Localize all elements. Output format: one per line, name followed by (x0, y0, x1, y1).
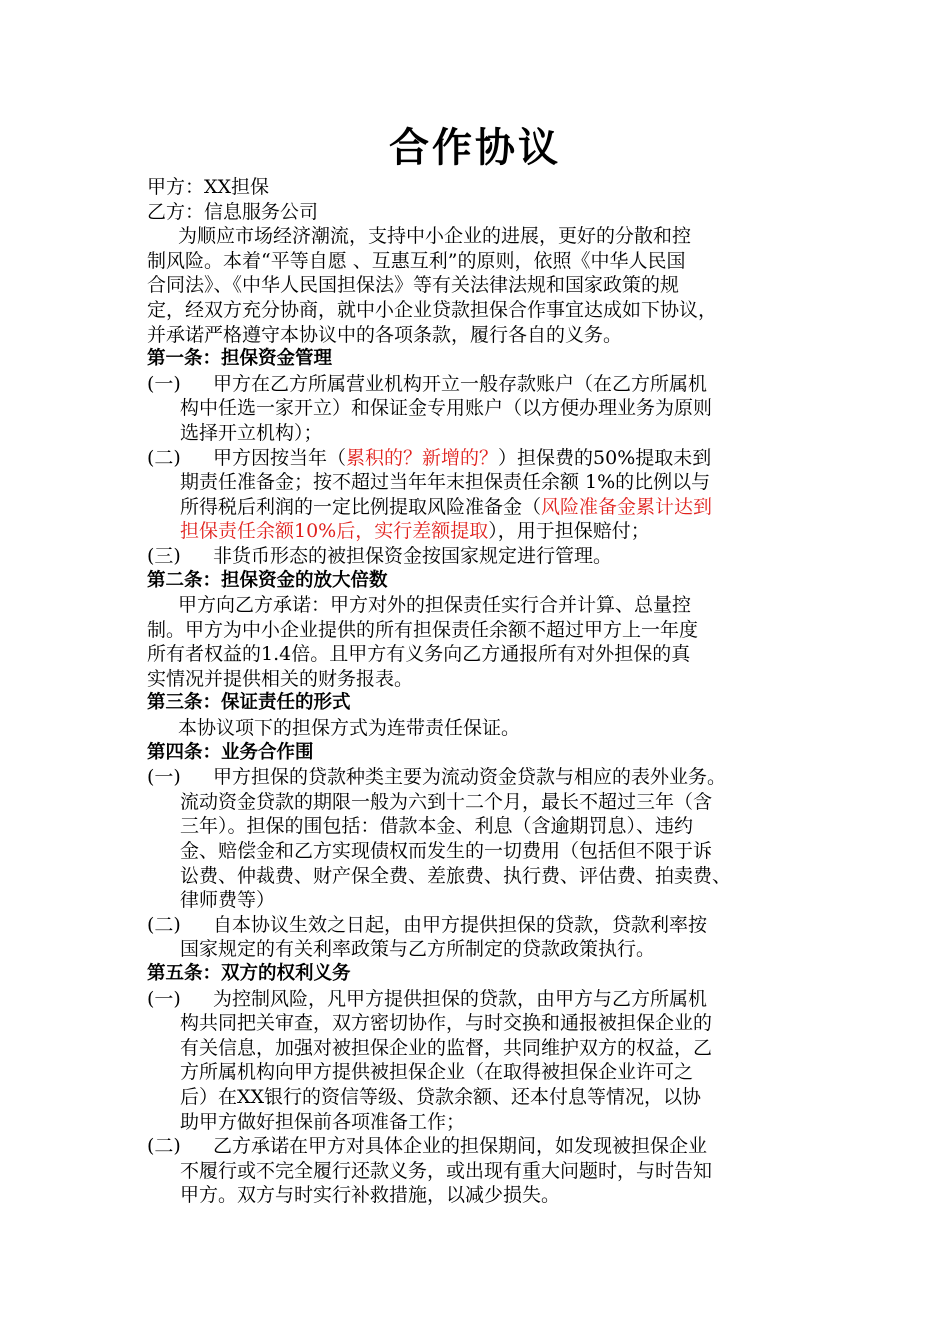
item-text-line (147, 519, 807, 544)
item-text-line: 不履行或不完全履行还款义务，或出现有重大问题时，与时告知 (180, 1159, 713, 1182)
article-2-heading: 第二条：担保资金的放大倍数 (147, 569, 388, 591)
preamble-line: 合同法》、《中华人民国担保法》等有关法律法规和国家政策的规 (147, 274, 680, 297)
item-text-line: 构中任选一家开立）和保证金专用账户（以方便办理业务为原则 (180, 397, 713, 420)
document-body (147, 175, 807, 1208)
highlighted-note: 累积的？新增的？ (346, 446, 499, 469)
item-text-line: 有关信息，加强对被担保企业的监督，共同维护双方的权益，乙 (180, 1036, 713, 1059)
preamble (147, 224, 807, 347)
item-text: 所得税后利润的一定比例提取风险准备金（ (180, 495, 542, 518)
article-2-line: 制。甲方为中小企业提供的所有担保责任余额不超过甲方上一年度 (147, 618, 699, 641)
article-5-item-1 (147, 987, 807, 1012)
item-text-line: 金、赔偿金和乙方实现债权而发生的一切费用（包括但不限于诉 (180, 840, 713, 863)
item-number: (二) (147, 446, 181, 469)
item-number: (一) (147, 372, 181, 395)
item-text-line (147, 495, 807, 520)
article-2-line: 所有者权益的1.4倍。且甲方有义务向乙方通报所有对外担保的真 (147, 643, 691, 666)
document-title: 合作协议 (389, 125, 561, 171)
article-1-item-1 (147, 372, 807, 397)
preamble-line: 为顺应市场经济潮流，支持中小企业的进展，更好的分散和控 (178, 225, 692, 248)
article-4-heading: 第四条：业务合作围 (147, 741, 314, 763)
item-text: 甲方因按当年（ (213, 446, 347, 469)
item-text-line: 流动资金贷款的期限一般为六到十二个月，最长不超过三年（含 (180, 790, 713, 813)
item-text-line: 助甲方做好担保前各项准备工作； (180, 1110, 466, 1133)
article-5-heading: 第五条：双方的权利义务 (147, 963, 351, 984)
party-a: 甲方：XX担保 (147, 176, 270, 198)
item-text-line: 甲方。双方与时实行补救措施，以减少损失。 (180, 1184, 561, 1207)
item-number: (一) (147, 987, 181, 1010)
item-text: 甲方担保的贷款种类主要为流动资金贷款与相应的表外业务。 (213, 766, 727, 789)
preamble-line: 并承诺严格遵守本协议中的各项条款，履行各自的义务。 (147, 323, 623, 346)
article-3-heading: 第三条：保证责任的形式 (147, 692, 351, 714)
item-text-line: 后）在XX银行的资信等级、贷款余额、还本付息等情况，以协 (180, 1085, 702, 1108)
article-5-item-2 (147, 1134, 807, 1159)
item-text-line: 国家规定的有关利率政策与乙方所制定的贷款政策执行。 (180, 938, 656, 961)
item-number: (二) (147, 1135, 181, 1158)
item-text-line: 期责任准备金；按不超过当年年末担保责任余额 1%的比例以与 (180, 471, 711, 494)
item-text: 非货币形态的被担保资金按国家规定进行管理。 (213, 544, 613, 567)
item-text-line: 讼费、仲裁费、财产保全费、差旅费、执行费、评估费、拍卖费、 (180, 864, 732, 887)
item-number: (三) (147, 544, 181, 567)
item-text: 自本协议生效之日起，由甲方提供担保的贷款，贷款利率按 (213, 913, 708, 936)
article-1-item-3 (147, 544, 807, 569)
item-number: (一) (147, 766, 181, 789)
party-b: 乙方：信息服务公司 (147, 200, 319, 223)
item-text: ）担保费的50%提取未到 (498, 446, 712, 469)
article-3-line: 本协议项下的担保方式为连带责任保证。 (178, 717, 521, 740)
item-text: 甲方在乙方所属营业机构开立一般存款账户（在乙方所属机 (213, 372, 708, 395)
item-number: (二) (147, 913, 181, 936)
item-text: 为控制风险，凡甲方提供担保的贷款，由甲方与乙方所属机 (213, 987, 708, 1010)
article-4-item-2 (147, 913, 807, 938)
item-text: ），用于担保赔付； (488, 520, 650, 543)
item-text-line: 选择开立机构）； (180, 421, 323, 444)
preamble-line: 定，经双方充分协商，就中小企业贷款担保合作事宜达成如下协议， (147, 298, 718, 321)
article-1-item-2 (147, 446, 807, 471)
article-2-line: 甲方向乙方承诺：甲方对外的担保责任实行合并计算、总量控 (178, 594, 692, 617)
highlighted-note: 风险准备金累计达到 (541, 495, 713, 518)
item-text: 乙方承诺在甲方对具体企业的担保期间，如发现被担保企业 (213, 1135, 708, 1158)
item-text-line: 构共同把关审查，双方密切协作，与时交换和通报被担保企业的 (180, 1012, 713, 1035)
article-1-heading: 第一条：担保资金管理 (147, 348, 333, 370)
item-text-line: 三年）。担保的围包括：借款本金、利息（含逾期罚息）、违约 (180, 815, 694, 838)
item-text-line: 律师费等） (180, 889, 276, 912)
article-4-item-1 (147, 765, 807, 790)
item-text-line: 方所属机构向甲方提供被担保企业（在取得被担保企业许可之 (180, 1061, 694, 1084)
highlighted-note: 担保责任余额10%后，实行差额提取 (180, 520, 489, 543)
preamble-line: 制风险。本着“平等自愿 、互惠互利”的原则，依照《中华人民国 (147, 249, 686, 272)
article-2-line: 实情况并提供相关的财务报表。 (147, 667, 414, 690)
